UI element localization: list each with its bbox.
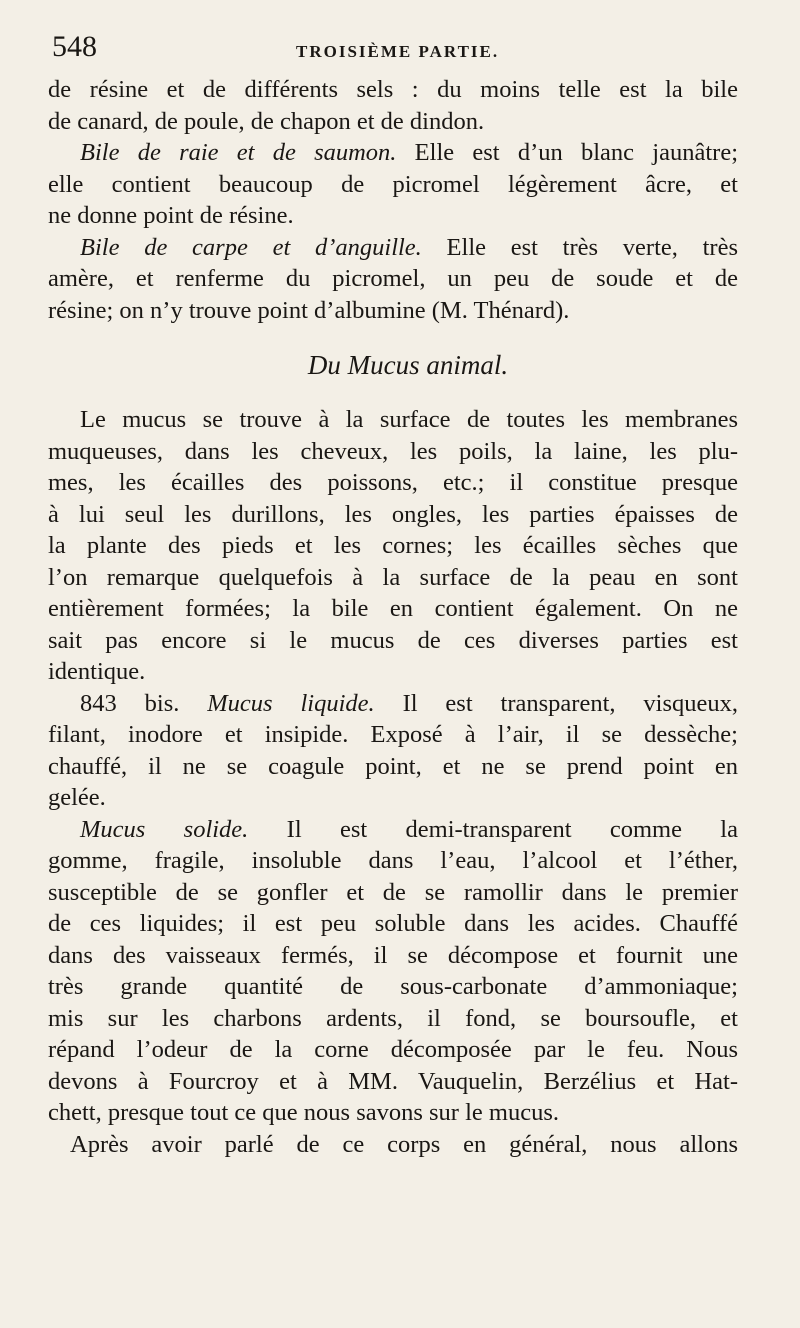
text-line: chett, presque tout ce que nous savons sur le mucus. — [48, 1099, 559, 1126]
text-line: muqueuses, dans les cheveux, les poils, la laine, les plu- — [48, 437, 738, 465]
text-line: l’on remarque quelquefois à la surface de la peau en sont — [48, 563, 738, 591]
text-line: dans des vaisseaux fermés, il se décompose et fournit une — [48, 941, 738, 969]
text-line: amère, et renferme du picromel, un peu de soude et de — [48, 265, 738, 292]
running-head — [52, 30, 738, 70]
italic-phrase: Mucus liquide. — [179, 689, 375, 717]
text-line: gomme, fragile, insoluble dans l’eau, l’alcool et l’éther, — [48, 847, 738, 874]
spacer — [48, 326, 738, 348]
text-line: sait pas encore si le mucus de ces diverses parties est — [48, 626, 738, 654]
text-line: répand l’odeur de la corne décomposée par le feu. Nous — [48, 1036, 738, 1063]
paragraph-number: 843 bis. — [80, 689, 180, 717]
text-line: de ces liquides; il est peu soluble dans les acides. Chauffé — [48, 910, 738, 937]
text-line: résine; on n’y trouve point d’albumine (M. Thénard). — [48, 296, 570, 324]
running-title: TROISIÈME PARTIE. — [296, 42, 500, 61]
spacer — [48, 382, 738, 404]
text-line: susceptible de se gonfler et de se ramollir dans le premier — [48, 878, 738, 906]
italic-phrase: Bile de raie et de saumon. — [80, 139, 397, 166]
text-line: à lui seul les durillons, les ongles, les parties épaisses de — [48, 500, 738, 528]
body-text — [48, 74, 738, 1160]
text-line: filant, inodore et insipide. Exposé à l’air, il se dessèche; — [48, 721, 738, 748]
text-line: elle contient beaucoup de picromel légèrement âcre, et — [48, 170, 738, 198]
text-line: très grande quantité de sous-carbonate d’ammoniaque; — [48, 973, 738, 1000]
text-line: Après avoir parlé de ce corps en général, nous allons — [70, 1130, 738, 1158]
italic-phrase: Bile de carpe et d’anguille. — [80, 233, 422, 261]
text-line: Mucus solide. Il est demi-transparent comme la — [80, 815, 738, 843]
text-line: de résine et de différents sels : du moins telle est la bile — [48, 76, 738, 103]
page-number: 548 — [52, 30, 97, 63]
text-line: identique. — [48, 658, 146, 685]
text-line: mes, les écailles des poissons, etc.; il constitue presque — [48, 469, 738, 496]
text-line: chauffé, il ne se coagule point, et ne se prend point en — [48, 752, 738, 780]
text-line: la plante des pieds et les cornes; les écailles sèches que — [48, 532, 738, 559]
text-line: gelée. — [48, 784, 106, 811]
text-line: de canard, de poule, de chapon et de dindon. — [48, 107, 485, 135]
text-line: 843 bis. Mucus liquide. Il est transparent, visqueux, — [80, 689, 738, 717]
text-line: Bile de carpe et d’anguille. Elle est très verte, très — [80, 233, 738, 261]
text-line: mis sur les charbons ardents, il fond, se boursoufle, et — [48, 1004, 738, 1032]
text-line: devons à Fourcroy et à MM. Vauquelin, Berzélius et Hat- — [48, 1067, 738, 1095]
text-line: Bile de raie et de saumon. Elle est d’un blanc jaunâtre; — [80, 139, 738, 166]
section-heading: Du Mucus animal. — [307, 350, 509, 380]
italic-phrase: Mucus solide. — [80, 815, 249, 843]
text-line: entièrement formées; la bile en contient également. On ne — [48, 595, 738, 622]
text-line: Le mucus se trouve à la surface de toutes les membranes — [80, 406, 738, 433]
text-line: ne donne point de résine. — [48, 202, 294, 229]
